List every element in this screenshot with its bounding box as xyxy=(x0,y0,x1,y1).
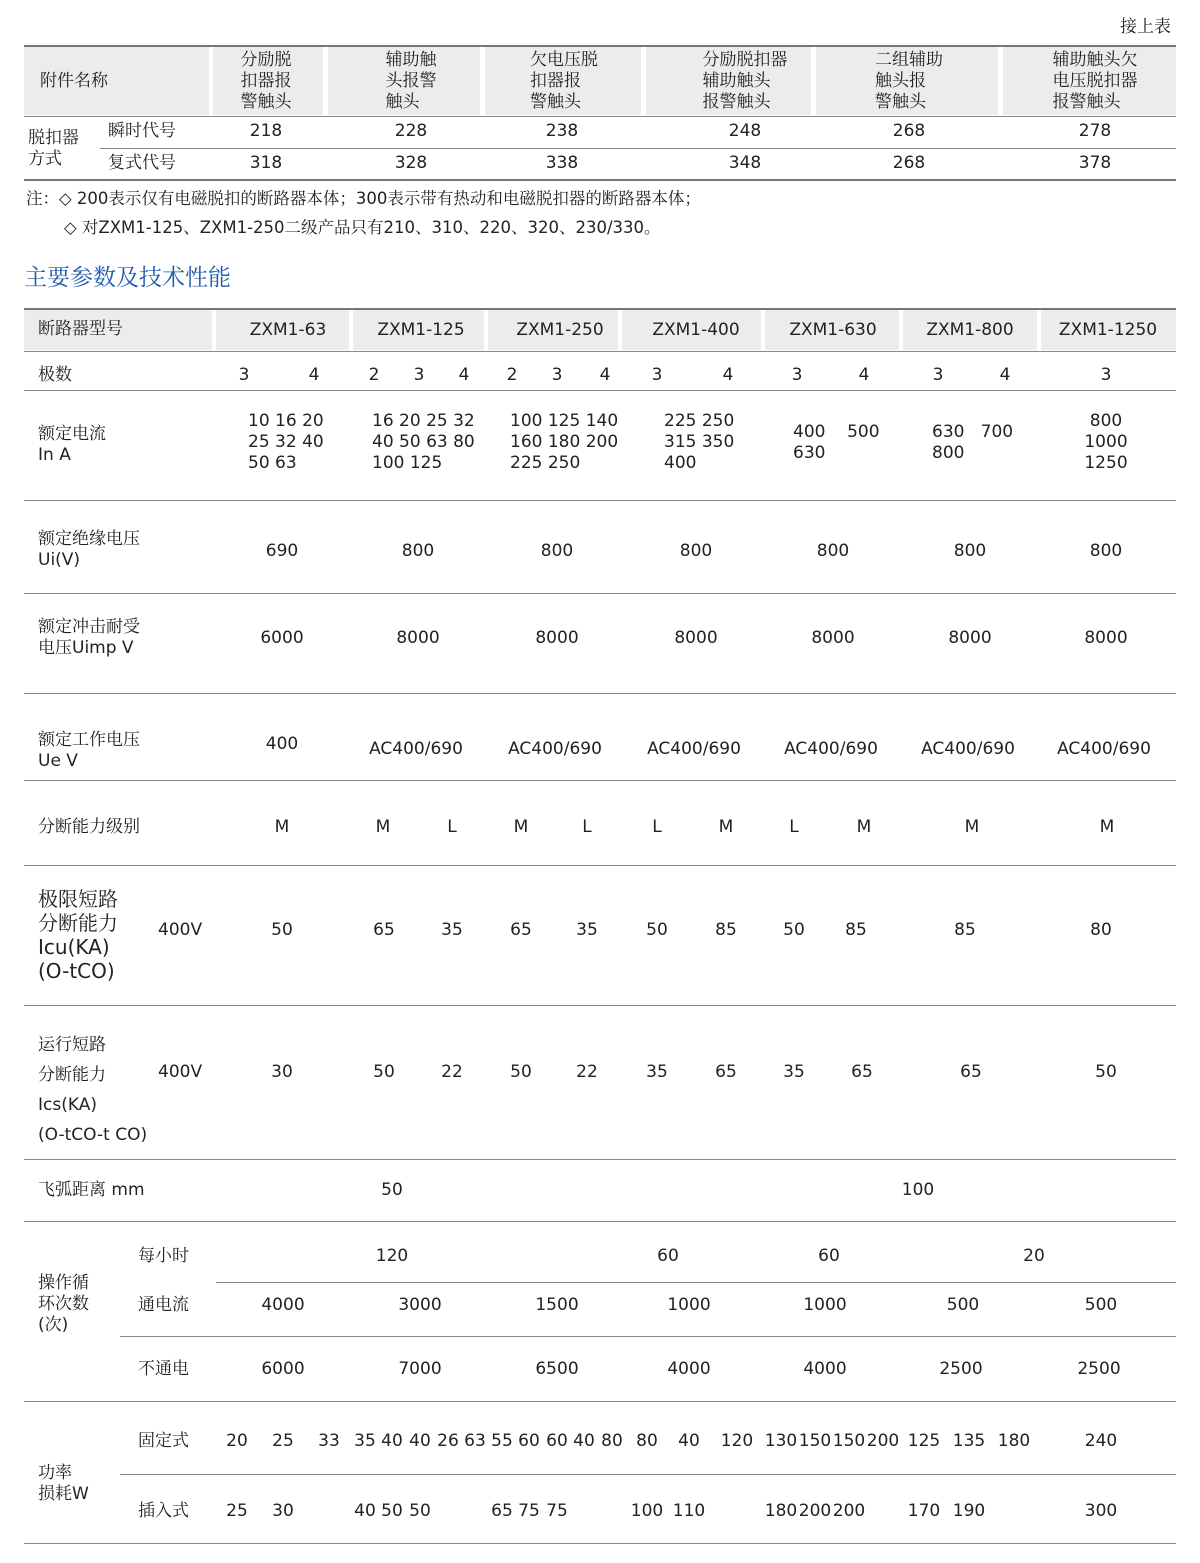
ops-per-hour-value: 120 xyxy=(375,1246,409,1266)
uimp-value: 8000 xyxy=(674,628,718,648)
current-label: 额定电流 In A xyxy=(38,424,106,465)
grade-value: L xyxy=(582,817,592,837)
plugin-value: 75 xyxy=(546,1501,568,1521)
plugin-value: 110 xyxy=(672,1501,706,1521)
plugin-label: 插入式 xyxy=(138,1501,189,1521)
accessory-col-header: 辅助触 头报警 触头 xyxy=(385,50,437,112)
icu-value: 85 xyxy=(845,920,867,940)
accessory-header-label: 附件名称 xyxy=(40,71,108,91)
plugin-value: 100 xyxy=(630,1501,664,1521)
ui-value: 690 xyxy=(265,541,299,561)
plugin-value: 200 xyxy=(832,1501,866,1521)
fixed-value: 130 xyxy=(764,1431,798,1451)
cell: 268 xyxy=(892,121,926,141)
ics-voltage: 400V xyxy=(158,1062,203,1082)
ops-on-value: 1000 xyxy=(803,1295,847,1315)
fixed-value: 20 xyxy=(226,1431,248,1451)
ue-value: AC400/690 xyxy=(1057,739,1151,759)
cell: 218 xyxy=(249,121,283,141)
pole-count: 4 xyxy=(599,365,611,385)
accessory-col-header: 欠电压脱 扣器报 警触头 xyxy=(530,50,598,112)
ics-value: 22 xyxy=(576,1062,598,1082)
pole-count: 3 xyxy=(651,365,663,385)
fixed-value: 40 xyxy=(573,1431,595,1451)
ue-value: AC400/690 xyxy=(508,739,602,759)
ue-value: AC400/690 xyxy=(921,739,1015,759)
fixed-value: 200 xyxy=(866,1431,900,1451)
icu-voltage: 400V xyxy=(158,920,203,940)
pole-count: 3 xyxy=(238,365,250,385)
icu-value: 80 xyxy=(1090,920,1112,940)
plugin-value: 30 xyxy=(272,1501,294,1521)
arc-label: 飞弧距离 mm xyxy=(38,1180,145,1200)
model-name: ZXM1-250 xyxy=(516,320,604,340)
model-name: ZXM1-1250 xyxy=(1058,320,1158,340)
ops-off-value: 6500 xyxy=(535,1359,579,1379)
pole-count: 4 xyxy=(308,365,320,385)
continued-label: 接上表 xyxy=(1120,17,1171,37)
pole-count: 2 xyxy=(368,365,380,385)
accessory-col-header: 分励脱扣器 辅助触头 报警触头 xyxy=(702,50,788,112)
fixed-value: 180 xyxy=(997,1431,1031,1451)
icu-value: 65 xyxy=(373,920,395,940)
note-line: ◇ 对ZXM1-125、ZXM1-250二级产品只有210、310、220、320、230/330。 xyxy=(64,218,661,237)
icu-value: 35 xyxy=(576,920,598,940)
pole-count: 4 xyxy=(858,365,870,385)
plugin-value: 40 xyxy=(354,1501,376,1521)
ops-per-hour-value: 20 xyxy=(1023,1246,1045,1266)
ops-off-value: 4000 xyxy=(803,1359,847,1379)
cell: 328 xyxy=(394,153,428,173)
ops-per-hour-value: 60 xyxy=(657,1246,679,1266)
uimp-value: 8000 xyxy=(811,628,855,648)
ics-value: 35 xyxy=(646,1062,668,1082)
icu-value: 35 xyxy=(441,920,463,940)
icu-value: 65 xyxy=(510,920,532,940)
ops-on-value: 500 xyxy=(946,1295,980,1315)
ics-value: 65 xyxy=(851,1062,873,1082)
current-values: 16 20 25 32 40 50 63 80 100 125 xyxy=(372,411,475,473)
fixed-value: 150 xyxy=(798,1431,832,1451)
ics-value: 65 xyxy=(960,1062,982,1082)
grade-value: L xyxy=(789,817,799,837)
accessory-col-header: 分励脱 扣器报 警触头 xyxy=(240,50,292,112)
model-name: ZXM1-400 xyxy=(652,320,740,340)
pole-count: 3 xyxy=(791,365,803,385)
fixed-value: 40 xyxy=(678,1431,700,1451)
fixed-value: 150 xyxy=(832,1431,866,1451)
cell: 228 xyxy=(394,121,428,141)
grade-value: M xyxy=(1099,817,1115,837)
ops-on-value: 500 xyxy=(1084,1295,1118,1315)
ui-value: 800 xyxy=(401,541,435,561)
fixed-value: 40 xyxy=(409,1431,431,1451)
ui-value: 800 xyxy=(1089,541,1123,561)
plugin-value: 170 xyxy=(907,1501,941,1521)
model-label: 断路器型号 xyxy=(38,319,123,339)
grade-value: M xyxy=(375,817,391,837)
fixed-value: 26 xyxy=(437,1431,459,1451)
model-name: ZXM1-125 xyxy=(377,320,465,340)
current-values: 800 1000 1250 xyxy=(1084,411,1128,473)
fixed-value: 240 xyxy=(1084,1431,1118,1451)
current-values: 225 250 315 350 400 xyxy=(664,411,735,473)
fixed-value: 60 xyxy=(518,1431,540,1451)
fixed-value: 33 xyxy=(318,1431,340,1451)
ops-on-value: 4000 xyxy=(261,1295,305,1315)
ics-value: 22 xyxy=(441,1062,463,1082)
fixed-value: 135 xyxy=(952,1431,986,1451)
cell: 338 xyxy=(545,153,579,173)
pole-count: 4 xyxy=(999,365,1011,385)
ics-value: 50 xyxy=(373,1062,395,1082)
uimp-value: 8000 xyxy=(535,628,579,648)
ops-on-label: 通电流 xyxy=(138,1295,189,1315)
ui-label: 额定绝缘电压 Ui(V) xyxy=(38,529,140,570)
uimp-value: 8000 xyxy=(948,628,992,648)
row-label: 复式代号 xyxy=(108,153,176,173)
pole-count: 2 xyxy=(506,365,518,385)
grade-value: M xyxy=(513,817,529,837)
fixed-value: 55 xyxy=(491,1431,513,1451)
cell: 348 xyxy=(728,153,762,173)
fixed-label: 固定式 xyxy=(138,1431,189,1451)
ics-value: 30 xyxy=(271,1062,293,1082)
ue-value: 400 xyxy=(265,734,299,754)
ics-value: 35 xyxy=(783,1062,805,1082)
model-name: ZXM1-630 xyxy=(789,320,877,340)
accessory-col-header: 二组辅助 触头报 警触头 xyxy=(875,50,943,112)
uimp-value: 8000 xyxy=(396,628,440,648)
cell: 378 xyxy=(1078,153,1112,173)
grade-value: L xyxy=(447,817,457,837)
current-values: 400 500 630 xyxy=(793,422,880,463)
ics-value: 50 xyxy=(1095,1062,1117,1082)
ops-off-value: 4000 xyxy=(667,1359,711,1379)
ics-label: 运行短路 分断能力 Ics(KA) (O-tCO-t CO) xyxy=(38,1035,148,1145)
icu-value: 50 xyxy=(646,920,668,940)
ue-label: 额定工作电压 Ue V xyxy=(38,730,140,771)
grade-value: L xyxy=(652,817,662,837)
current-values: 630 700 800 xyxy=(932,422,1014,463)
ue-value: AC400/690 xyxy=(647,739,741,759)
ops-on-value: 1000 xyxy=(667,1295,711,1315)
pole-count: 3 xyxy=(1100,365,1112,385)
pole-count: 3 xyxy=(551,365,563,385)
ops-on-value: 1500 xyxy=(535,1295,579,1315)
cell: 238 xyxy=(545,121,579,141)
ops-off-value: 2500 xyxy=(1077,1359,1121,1379)
ops-label: 操作循 环次数 (次) xyxy=(38,1273,89,1335)
section-title: 主要参数及技术性能 xyxy=(24,265,231,291)
plugin-value: 75 xyxy=(518,1501,540,1521)
ui-value: 800 xyxy=(816,541,850,561)
row-group-label: 脱扣器 方式 xyxy=(28,128,79,169)
plugin-value: 25 xyxy=(226,1501,248,1521)
fixed-value: 125 xyxy=(907,1431,941,1451)
icu-value: 50 xyxy=(783,920,805,940)
fixed-value: 63 xyxy=(464,1431,486,1451)
ui-value: 800 xyxy=(540,541,574,561)
ui-value: 800 xyxy=(953,541,987,561)
current-values: 100 125 140 160 180 200 225 250 xyxy=(510,411,619,473)
plugin-value: 50 xyxy=(381,1501,403,1521)
cell: 268 xyxy=(892,153,926,173)
plugin-value: 190 xyxy=(952,1501,986,1521)
pole-count: 4 xyxy=(722,365,734,385)
fixed-value: 60 xyxy=(546,1431,568,1451)
row-label: 瞬时代号 xyxy=(108,121,176,141)
icu-value: 85 xyxy=(954,920,976,940)
note-line: 注：◇ 200表示仅有电磁脱扣的断路器本体；300表示带有热动和电磁脱扣器的断路器本体； xyxy=(26,189,701,208)
ops-off-value: 2500 xyxy=(939,1359,983,1379)
fixed-value: 35 xyxy=(354,1431,376,1451)
icu-value: 50 xyxy=(271,920,293,940)
uimp-value: 8000 xyxy=(1084,628,1128,648)
ops-off-value: 6000 xyxy=(261,1359,305,1379)
model-name: ZXM1-63 xyxy=(249,320,327,340)
ics-value: 50 xyxy=(510,1062,532,1082)
pole-count: 3 xyxy=(932,365,944,385)
grade-value: M xyxy=(964,817,980,837)
plugin-value: 300 xyxy=(1084,1501,1118,1521)
grade-value: M xyxy=(274,817,290,837)
arc-value: 100 xyxy=(901,1180,935,1200)
cell: 248 xyxy=(728,121,762,141)
plugin-value: 50 xyxy=(409,1501,431,1521)
grade-label: 分断能力级别 xyxy=(38,817,140,837)
plugin-value: 180 xyxy=(764,1501,798,1521)
current-values: 10 16 20 25 32 40 50 63 xyxy=(248,411,324,473)
ics-value: 65 xyxy=(715,1062,737,1082)
ops-on-value: 3000 xyxy=(398,1295,442,1315)
ue-value: AC400/690 xyxy=(784,739,878,759)
uimp-label: 额定冲击耐受 电压Uimp V xyxy=(38,617,140,658)
fixed-value: 25 xyxy=(272,1431,294,1451)
grade-value: M xyxy=(856,817,872,837)
ops-off-value: 7000 xyxy=(398,1359,442,1379)
ui-value: 800 xyxy=(679,541,713,561)
plugin-value: 65 xyxy=(491,1501,513,1521)
fixed-value: 120 xyxy=(720,1431,754,1451)
fixed-value: 80 xyxy=(636,1431,658,1451)
ue-value: AC400/690 xyxy=(369,739,463,759)
fixed-value: 40 xyxy=(381,1431,403,1451)
fixed-value: 80 xyxy=(601,1431,623,1451)
plugin-value: 200 xyxy=(798,1501,832,1521)
accessory-col-header: 辅助触头欠 电压脱扣器 报警触头 xyxy=(1052,50,1138,112)
grade-value: M xyxy=(718,817,734,837)
ops-per-hour-label: 每小时 xyxy=(138,1246,189,1266)
cell: 278 xyxy=(1078,121,1112,141)
ops-off-label: 不通电 xyxy=(138,1359,189,1379)
icu-label: 极限短路 分断能力 Icu(KA) (O-tCO) xyxy=(38,887,118,983)
arc-value: 50 xyxy=(381,1180,403,1200)
model-name: ZXM1-800 xyxy=(926,320,1014,340)
poles-label: 极数 xyxy=(38,365,72,385)
icu-value: 85 xyxy=(715,920,737,940)
ops-per-hour-value: 60 xyxy=(818,1246,840,1266)
cell: 318 xyxy=(249,153,283,173)
power-label: 功率 损耗W xyxy=(38,1463,89,1504)
pole-count: 3 xyxy=(413,365,425,385)
uimp-value: 6000 xyxy=(260,628,304,648)
pole-count: 4 xyxy=(458,365,470,385)
